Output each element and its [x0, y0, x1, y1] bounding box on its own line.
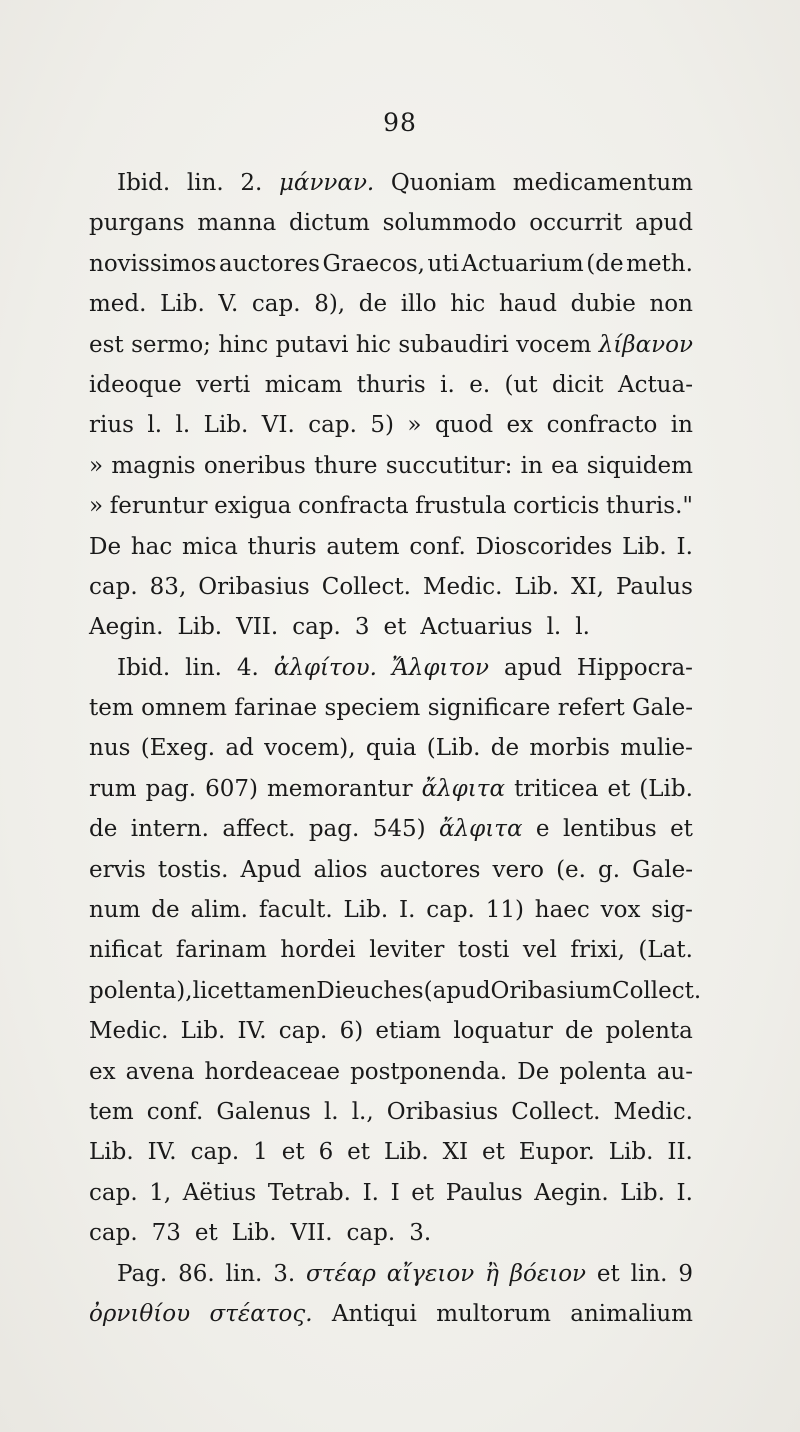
text-line — [89, 251, 693, 291]
text-line — [89, 332, 693, 372]
word: » — [407, 412, 422, 439]
text-line — [89, 1099, 693, 1139]
word: IV. — [237, 1018, 267, 1045]
text-line — [89, 1018, 693, 1058]
word: vocem — [516, 331, 592, 358]
word: autem — [326, 533, 400, 560]
word: VII. — [290, 1220, 333, 1247]
word: 3. — [273, 1260, 296, 1287]
word: μάνναν. — [278, 170, 375, 196]
word: αἴγειον — [386, 1260, 475, 1287]
word: animalium — [570, 1300, 693, 1327]
word: ex — [89, 1058, 116, 1085]
word: l. — [147, 412, 163, 439]
word: Lib. — [343, 897, 389, 924]
word: vero — [492, 856, 544, 883]
word: Ibid. — [117, 654, 171, 681]
word: (Lib. — [639, 775, 693, 802]
word: Apud — [240, 856, 302, 883]
word: 6) — [339, 1018, 364, 1045]
word: manna — [197, 210, 277, 237]
word: affect. — [222, 816, 296, 843]
word: significare — [427, 695, 551, 722]
word: frixi, — [570, 937, 625, 964]
word: (Lib. — [426, 735, 481, 762]
word: hic — [355, 331, 391, 358]
word: avena — [125, 1058, 195, 1085]
word: thuris — [247, 533, 317, 560]
word: Lib. — [608, 1139, 654, 1166]
word: vocem), — [264, 735, 356, 762]
word: I — [390, 1179, 400, 1206]
word: ὀρνιθίου — [89, 1300, 191, 1327]
word: thuris — [356, 371, 426, 398]
word: (Exeg. — [140, 735, 216, 762]
word: omnem — [141, 695, 227, 722]
word: tostis. — [157, 856, 229, 883]
word: verti — [196, 371, 251, 398]
word: Actuarius — [420, 614, 533, 641]
word: 2. — [240, 170, 263, 196]
word: Graecos, — [322, 250, 425, 277]
page-number: 98 — [383, 108, 417, 137]
text-line — [89, 897, 693, 937]
word: subaudiri — [398, 331, 509, 358]
text-line — [89, 534, 693, 574]
word: 545) — [372, 816, 426, 843]
word: au- — [656, 1058, 693, 1085]
word: alim. — [190, 897, 248, 924]
word: Lib. — [622, 533, 667, 560]
word: ideoque — [89, 371, 182, 398]
word: 8), — [314, 291, 346, 318]
word: hinc — [218, 331, 269, 358]
body-text — [89, 170, 702, 1341]
word: Medic. — [613, 1098, 693, 1125]
word: i. — [440, 371, 455, 398]
word: in — [670, 412, 693, 439]
word: 6 — [318, 1139, 334, 1166]
text-line — [89, 937, 693, 977]
word: VII. — [236, 614, 279, 641]
text-line — [89, 372, 693, 412]
word: frustula — [415, 493, 507, 520]
text-line — [89, 776, 693, 816]
text-line — [89, 453, 693, 493]
word: l. — [175, 412, 191, 439]
word: 73 — [151, 1220, 181, 1247]
word: de — [358, 291, 388, 318]
text-line — [89, 291, 693, 331]
word: rum — [89, 775, 137, 802]
word: refert — [557, 695, 625, 722]
word: haud — [498, 291, 557, 318]
word: Collect. — [321, 573, 411, 600]
word: quia — [365, 735, 417, 762]
word: (e. — [556, 856, 586, 883]
word: I. — [362, 1179, 379, 1206]
text-line — [89, 1139, 693, 1179]
text-line — [89, 170, 693, 210]
word: cap. — [89, 573, 138, 600]
word: Lib. — [231, 1220, 277, 1247]
text-line — [89, 695, 693, 735]
word: mulie- — [620, 735, 693, 762]
word: cap. — [346, 1220, 396, 1247]
word: tamen — [243, 977, 317, 1004]
word: ἄλφιτα — [421, 775, 506, 802]
word: » — [89, 452, 104, 479]
word: intern. — [130, 816, 209, 843]
word: l. — [546, 614, 562, 641]
word: illo — [400, 291, 437, 318]
word: in — [520, 452, 543, 479]
word: de — [490, 735, 520, 762]
word: et — [194, 1220, 218, 1247]
word: succutitur: — [385, 452, 513, 479]
word: triticea — [514, 775, 599, 802]
word: XI — [442, 1139, 469, 1166]
word: V. — [218, 291, 239, 318]
word: ea — [551, 452, 579, 479]
word: Aegin. — [534, 1179, 609, 1206]
word: Paulus — [615, 573, 693, 600]
word: quod — [434, 412, 494, 439]
word: Lib. — [203, 412, 249, 439]
word: De — [89, 533, 122, 560]
word: licet — [192, 977, 244, 1004]
word: mica — [182, 533, 238, 560]
word: (Lat. — [638, 937, 693, 964]
word: λίβανον — [598, 331, 693, 358]
word: Gale- — [632, 856, 693, 883]
word: nus — [89, 735, 131, 762]
word: et — [670, 816, 693, 843]
word: VI. — [261, 412, 295, 439]
word: cap. — [308, 412, 357, 439]
word: ἀλφίτου. — [273, 654, 377, 681]
word: lin. — [186, 170, 224, 196]
word: de — [151, 897, 180, 924]
word: I. — [398, 897, 416, 924]
word: feruntur — [109, 493, 208, 520]
word: est — [89, 331, 124, 358]
word: 4. — [236, 654, 259, 681]
word: facult. — [258, 897, 333, 924]
text-line — [89, 1301, 693, 1341]
word: tem — [89, 695, 134, 722]
word: II. — [667, 1139, 693, 1166]
word: Lib. — [160, 291, 205, 318]
word: 5) — [370, 412, 394, 439]
word: Hippocra- — [576, 654, 693, 681]
word: ἄλφιτα — [439, 816, 523, 843]
word: tem — [89, 1098, 134, 1125]
word: hac — [130, 533, 173, 560]
word: 3 — [354, 614, 370, 641]
word: Aëtius — [182, 1179, 257, 1206]
word: confracto — [546, 412, 658, 439]
word: lentibus — [562, 816, 657, 843]
word: ex — [506, 412, 534, 439]
word: farinam — [175, 937, 267, 964]
word: 3. — [409, 1220, 432, 1247]
word: Tetrab. — [267, 1179, 351, 1206]
word: medicamentum — [512, 170, 693, 196]
word: occurrit — [529, 210, 623, 237]
word: et — [383, 614, 407, 641]
word: g. — [598, 856, 621, 883]
word: leviter — [369, 937, 445, 964]
word: auctores — [218, 250, 320, 277]
word: magnis — [111, 452, 196, 479]
word: et — [607, 775, 631, 802]
word: pag. — [145, 775, 197, 802]
word: purgans — [89, 210, 185, 237]
word: Medic. — [422, 573, 503, 600]
word: confracta — [297, 493, 409, 520]
word: I. — [676, 533, 693, 560]
word: hordei — [280, 937, 356, 964]
word: e — [535, 816, 550, 843]
text-line — [89, 1059, 693, 1099]
word: Lib. — [89, 1139, 134, 1166]
word: Antiqui — [331, 1300, 417, 1327]
word: Collect. — [611, 977, 702, 1004]
word: vel — [522, 937, 557, 964]
word: speciem — [324, 695, 421, 722]
word: Quoniam — [390, 170, 497, 196]
word: 1, — [149, 1179, 172, 1206]
text-line — [89, 816, 693, 856]
word: ad — [225, 735, 254, 762]
text-line — [89, 1261, 693, 1301]
word: vox — [600, 897, 641, 924]
word: cap. — [89, 1179, 138, 1206]
word: farinae — [234, 695, 318, 722]
word: apud — [503, 654, 562, 681]
word: oneribus — [203, 452, 306, 479]
word: hic — [450, 291, 486, 318]
word: Eupor. — [518, 1139, 595, 1166]
word: et — [596, 1260, 620, 1287]
word: De — [517, 1058, 550, 1085]
word: Lib. — [514, 573, 560, 600]
word: Pag. — [117, 1260, 168, 1287]
text-line — [89, 574, 693, 614]
word: hordeaceae — [204, 1058, 341, 1085]
word: haec — [534, 897, 590, 924]
word: (ut — [504, 371, 538, 398]
word: Paulus — [445, 1179, 523, 1206]
word: cap. — [251, 291, 301, 318]
word: meth. — [626, 250, 693, 277]
word: polenta), — [89, 977, 193, 1004]
word: Lib. — [177, 614, 223, 641]
word: Oribasium — [490, 977, 612, 1004]
word: memorantur — [266, 775, 413, 802]
word: siquidem — [586, 452, 693, 479]
word: Aegin. — [89, 614, 164, 641]
word: » — [89, 493, 104, 520]
word: polenta — [605, 1018, 693, 1045]
word: στέαρ — [306, 1260, 376, 1287]
word: cap. — [190, 1139, 240, 1166]
word: med. — [89, 291, 147, 318]
word: l. — [323, 1098, 339, 1125]
word: cap. — [292, 614, 341, 641]
word: cap. — [89, 1220, 138, 1247]
word: dubie — [570, 291, 636, 318]
text-line — [89, 857, 693, 897]
word: στέατος. — [209, 1300, 313, 1327]
word: num — [89, 897, 141, 924]
word: (apud — [423, 977, 491, 1004]
word: et — [281, 1139, 305, 1166]
word: thure — [314, 452, 378, 479]
word: et — [347, 1139, 371, 1166]
word: l., — [351, 1098, 374, 1125]
word: IV. — [147, 1139, 177, 1166]
word: conf. — [409, 533, 466, 560]
word: Galenus — [216, 1098, 311, 1125]
word: lin. — [225, 1260, 263, 1287]
word: ervis — [89, 856, 146, 883]
word: exigua — [214, 493, 292, 520]
word: Lib. — [383, 1139, 429, 1166]
word: dictum — [289, 210, 370, 237]
word: cap. — [278, 1018, 328, 1045]
word: auctores — [379, 856, 481, 883]
word: XI, — [571, 573, 604, 600]
word: 11) — [485, 897, 524, 924]
word: de — [565, 1018, 594, 1045]
word: 1 — [253, 1139, 268, 1166]
word: Collect. — [511, 1098, 601, 1125]
word: morbis — [529, 735, 610, 762]
word: sermo; — [131, 331, 211, 358]
word: (de — [586, 250, 624, 277]
word: solummodo — [382, 210, 517, 237]
word: corticis — [513, 493, 600, 520]
word: thuris." — [606, 493, 693, 520]
word: Gale- — [632, 695, 693, 722]
word: lin. — [630, 1260, 668, 1287]
text-line — [89, 1220, 693, 1260]
word: conf. — [146, 1098, 204, 1125]
word: ἢ — [485, 1260, 499, 1287]
word: l. — [575, 614, 590, 641]
text-line — [89, 210, 693, 250]
word: 9 — [678, 1260, 693, 1287]
word: postponenda. — [350, 1058, 508, 1085]
word: dicit — [551, 371, 604, 398]
word: Oribasius — [386, 1098, 499, 1125]
word: et — [482, 1139, 505, 1166]
word: 86. — [178, 1260, 215, 1287]
word: micam — [264, 371, 343, 398]
word: tosti — [457, 937, 510, 964]
word: rius — [89, 412, 134, 439]
word: loquatur — [453, 1018, 553, 1045]
word: βόειον — [509, 1260, 587, 1287]
text-line — [89, 614, 693, 654]
text-line — [89, 493, 693, 533]
word: uti — [427, 250, 459, 277]
word: etiam — [375, 1018, 442, 1045]
word: 607) — [205, 775, 258, 802]
word: Actuarium — [461, 250, 584, 277]
word: novissimos — [89, 250, 217, 277]
word: Dioscorides — [475, 533, 613, 560]
word: I. — [676, 1179, 693, 1206]
word: pag. — [308, 816, 360, 843]
word: de — [89, 816, 118, 843]
word: Medic. — [89, 1018, 169, 1045]
word: multorum — [436, 1300, 551, 1327]
word: et — [411, 1179, 435, 1206]
word: putavi — [275, 331, 349, 358]
word: Lib. — [180, 1018, 226, 1045]
word: lin. — [185, 654, 222, 681]
word: non — [649, 291, 693, 318]
word: nificat — [89, 937, 163, 964]
text-line — [89, 412, 693, 452]
word: alios — [313, 856, 368, 883]
word: Lib. — [620, 1179, 665, 1206]
word: polenta — [559, 1058, 647, 1085]
word: Ἄλφιτον — [391, 654, 489, 681]
word: Actua- — [617, 371, 693, 398]
word: Dieuches — [316, 977, 424, 1004]
text-line — [89, 735, 693, 775]
text-line — [89, 1180, 693, 1220]
text-line — [89, 977, 702, 1018]
word: e. — [469, 371, 491, 398]
word: sig- — [651, 897, 693, 924]
word: 83, — [149, 573, 187, 600]
word: Oribasius — [198, 573, 310, 600]
text-line — [89, 655, 693, 695]
word: cap. — [426, 897, 475, 924]
word: apud — [635, 210, 693, 237]
word: Ibid. — [117, 170, 171, 196]
